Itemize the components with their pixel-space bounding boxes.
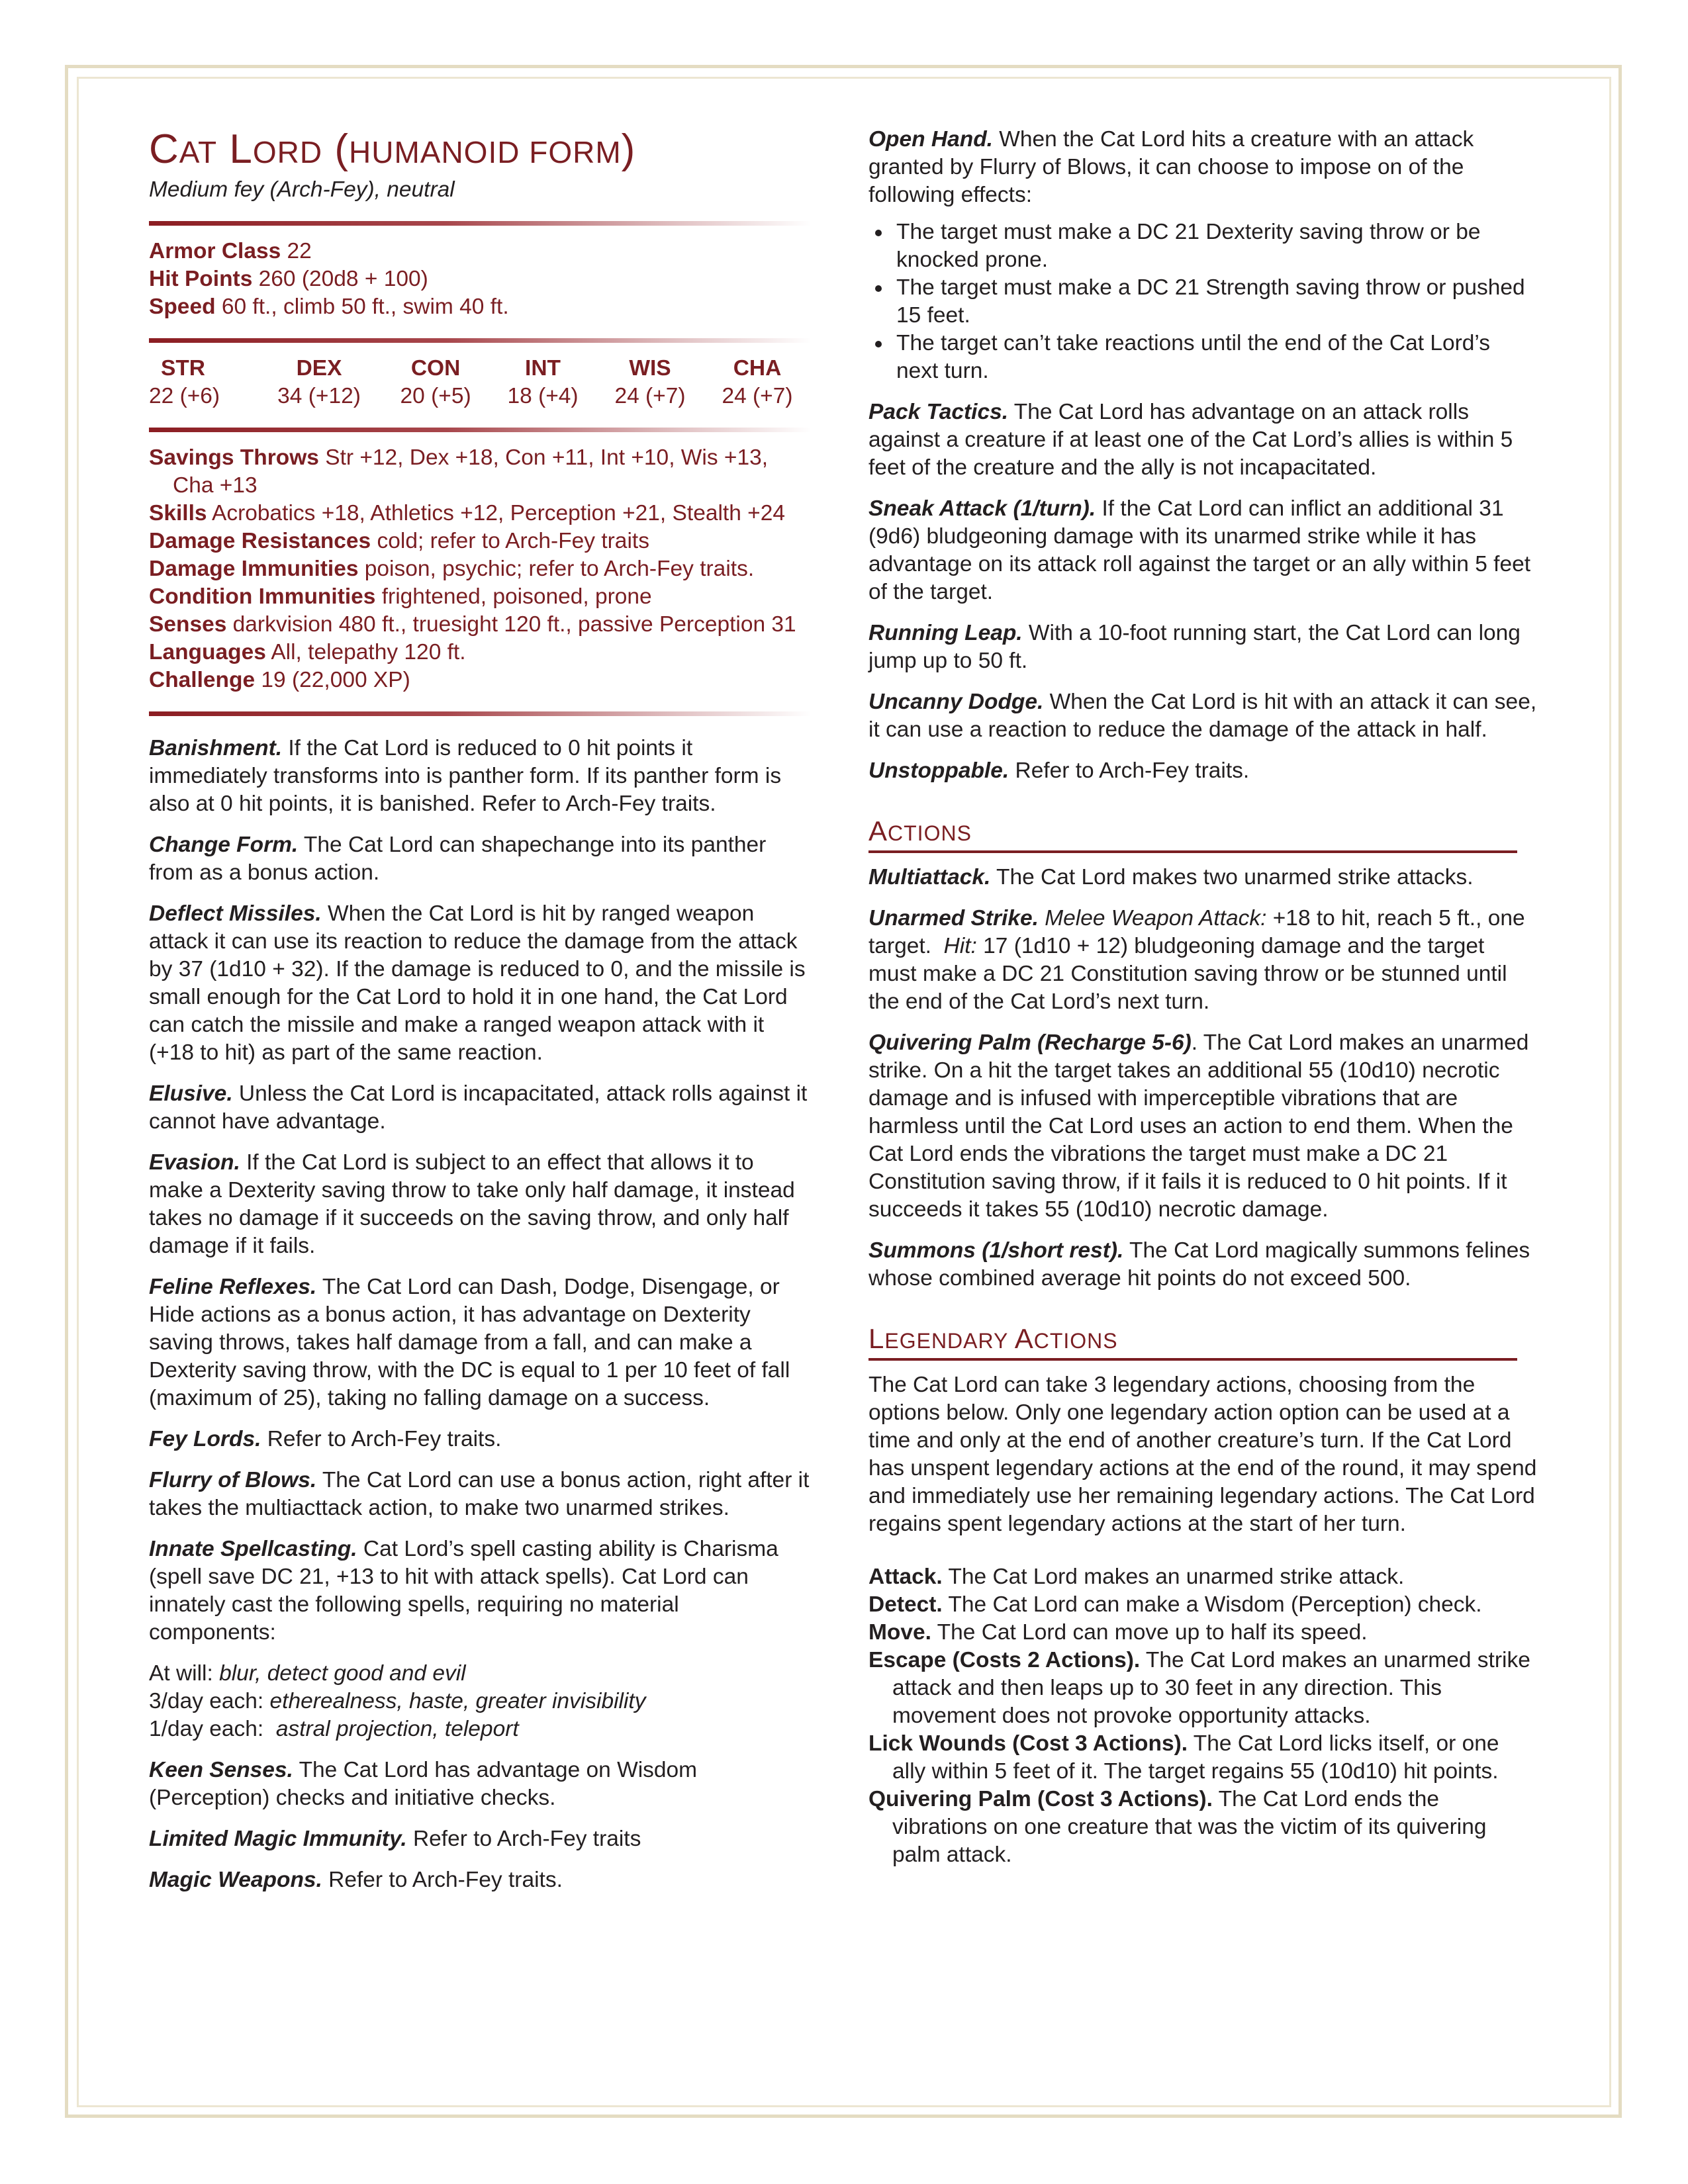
spell-line: At will: blur, detect good and evil [149,1661,466,1686]
trait-pack-tactics: Pack Tactics. The Cat Lord has advantage on an attack rolls against a creature if at least one of the Cat Lord’s allies is within 5 feet of the creature and the ally is not incapacitated. [868,400,1513,480]
spell-list [149,1660,811,1743]
legendary-quivering-palm: Quivering Palm (Cost 3 Actions). The Cat Lord ends the vibrations on one creature that was the victim of its quivering palm attack. [868,1787,1487,1867]
divider [149,711,811,716]
left-column [149,126,811,1907]
ability-value: 22 (+6) [149,384,220,408]
trait-innate-spellcasting: Innate Spellcasting. Cat Lord’s spell casting ability is Charisma (spell save DC 21, +13 to hit with attack spells). Cat Lord can innately cast the following spells, requiring no material components: [149,1537,778,1645]
ability-header: WIS [629,356,671,381]
damage-resistances: Damage Resistances cold; refer to Arch-Fey traits [149,529,649,553]
trait-magic-weapons: Magic Weapons. Refer to Arch-Fey traits. [149,1868,563,1892]
right-column [868,126,1537,1869]
trait-limited-magic-immunity: Limited Magic Immunity. Refer to Arch-Fey traits [149,1827,641,1851]
trait-unstoppable: Unstoppable. Refer to Arch-Fey traits. [868,758,1250,783]
ability-header: INT [525,356,561,381]
legendary-attack: Attack. The Cat Lord makes an unarmed strike attack. [868,1565,1405,1589]
ability-value: 18 (+4) [507,384,579,408]
trait-change-form: Change Form. The Cat Lord can shapechange into its panther from as a bonus action. [149,833,767,885]
ability-scores-table [149,355,811,410]
trait-banishment: Banishment. If the Cat Lord is reduced to 0 hit points it immediately transforms into is panther form. If its panther form is also at 0 hit points, it is banished. Refer to Arch-Fey traits. [149,736,782,816]
speed: Speed 60 ft., climb 50 ft., swim 40 ft. [149,295,509,319]
armor-class: Armor Class 22 [149,239,312,263]
divider [149,221,811,226]
spacer [868,1551,1537,1563]
action-quivering-palm: Quivering Palm (Recharge 5-6). The Cat Lord makes an unarmed strike. On a hit the target takes an additional 55 (10d10) necrotic damage and is infused with imperceptible vibrations that are harmless until the Cat Lord uses an action to end them. When the Cat Lord ends the vibrations the target must make a DC 21 Constitution saving throw, if it fails it is reduced to 0 hit points. If it succeeds it takes 55 (10d10) necrotic damage. [868,1030,1529,1222]
condition-immunities: Condition Immunities frightened, poisoned, prone [149,584,652,609]
trait-elusive: Elusive. Unless the Cat Lord is incapacitated, attack rolls against it cannot have advantage. [149,1081,808,1134]
actions-heading: ACTIONS [868,815,1517,853]
action-unarmed-strike: Unarmed Strike. Melee Weapon Attack: +18 to hit, reach 5 ft., one target. Hit: 17 (1d10 + 12) bludgeoning damage and the target must make a DC 21 Constitution saving throw or be stunned until the end of the Cat Lord’s next turn. [868,906,1531,1014]
list-item: • The target must make a DC 21 Strength saving throw or pushed 15 feet. [892,274,1537,330]
trait-deflect-missiles: Deflect Missiles. When the Cat Lord is hit by ranged weapon attack it can use its reaction to reduce the damage from the attack by 37 (1d10 + 32). If the damage is reduced to 0, and the missile is small enough for the Cat Lord to hold it in one hand, the Cat Lord can catch the missile and make a ranged weapon attack with it (+18 to hit) as part of the same reaction. [149,901,806,1065]
action-summons: Summons (1/short rest). The Cat Lord magically summons felines whose combined average hit points do not exceed 500. [868,1238,1530,1291]
ability-header: CON [410,356,461,381]
divider [149,338,811,343]
senses: Senses darkvision 480 ft., truesight 120 ft., passive Perception 31 [149,612,796,637]
list-item: • The target can’t take reactions until the end of the Cat Lord’s next turn. [892,330,1537,385]
trait-fey-lords: Fey Lords. Refer to Arch-Fey traits. [149,1427,502,1451]
languages: Languages All, telepathy 120 ft. [149,640,466,664]
trait-sneak-attack: Sneak Attack (1/turn). If the Cat Lord can inflict an additional 31 (9d6) bludgeoning damage with its unarmed strike while it has advantage on its attack roll against the target or an ally within 5 feet of the target. [868,496,1531,604]
open-hand-effects [868,218,1537,385]
trait-running-leap: Running Leap. With a 10-foot running start, the Cat Lord can long jump up to 50 ft. [868,621,1521,673]
legendary-move: Move. The Cat Lord can move up to half its speed. [868,1620,1368,1645]
trait-open-hand: Open Hand. When the Cat Lord hits a creature with an attack granted by Flurry of Blows, it can choose to impose on of the following effects: [868,127,1474,207]
spell-line: 1/day each: astral projection, teleport [149,1717,519,1741]
ability-header: DEX [296,356,342,381]
skills: Skills Acrobatics +18, Athletics +12, Perception +21, Stealth +24 [149,501,785,525]
saving-throws: Savings Throws Str +12, Dex +18, Con +11, Int +10, Wis +13, Cha +13 [149,445,769,498]
divider [149,428,811,432]
creature-type: Medium fey (Arch-Fey), neutral [149,177,455,202]
trait-evasion: Evasion. If the Cat Lord is subject to an effect that allows it to make a Dexterity saving throw to take only half damage, it instead takes no damage if it succeeds on the saving throw, and only half damage if it fails. [149,1150,795,1258]
ability-value: 34 (+12) [277,384,361,408]
trait-feline-reflexes: Feline Reflexes. The Cat Lord can Dash, Dodge, Disengage, or Hide actions as a bonus action, it has advantage on Dexterity saving throws, takes half damage from a fall, and can make a Dexterity saving throw, with the DC is equal to 1 per 10 feet of fall (maximum of 25), taking no falling damage on a success. [149,1275,790,1410]
stat-block-title: CAT LORD (HUMANOID FORM) [149,126,636,172]
ability-header: CHA [733,356,782,381]
hit-points: Hit Points 260 (20d8 + 100) [149,267,428,291]
legendary-lick-wounds: Lick Wounds (Cost 3 Actions). The Cat Lord licks itself, or one ally within 5 feet of it. The target regains 55 (10d10) hit points. [868,1731,1499,1784]
legendary-escape: Escape (Costs 2 Actions). The Cat Lord makes an unarmed strike attack and then leaps up to 30 feet in any direction. This movement does not provoke opportunity attacks. [868,1648,1530,1728]
detail-stats [149,444,811,694]
list-item: • The target must make a DC 21 Dexterity saving throw or be knocked prone. [892,218,1537,274]
ability-value: 24 (+7) [614,384,686,408]
spell-line: 3/day each: etherealness, haste, greater invisibility [149,1689,646,1713]
trait-uncanny-dodge: Uncanny Dodge. When the Cat Lord is hit with an attack it can see, it can use a reaction to reduce the damage of the attack in half. [868,690,1537,742]
trait-flurry-of-blows: Flurry of Blows. The Cat Lord can use a bonus action, right after it takes the multiacttack action, to make two unarmed strikes. [149,1468,810,1520]
legendary-intro: The Cat Lord can take 3 legendary actions, choosing from the options below. Only one legendary action option can be used at a time and only at the end of another creature’s turn. If the Cat Lord has unspent legendary actions at the end of the round, it may spend and immediately use her remaining legendary actions. The Cat Lord regains spent legendary actions at the start of her turn. [868,1373,1537,1536]
legendary-actions-heading: LEGENDARY ACTIONS [868,1323,1517,1361]
legendary-detect: Detect. The Cat Lord can make a Wisdom (Perception) check. [868,1592,1482,1617]
trait-keen-senses: Keen Senses. The Cat Lord has advantage on Wisdom (Perception) checks and initiative checks. [149,1758,698,1810]
core-stats [149,238,811,321]
action-multiattack: Multiattack. The Cat Lord makes two unarmed strike attacks. [868,865,1474,889]
challenge: Challenge 19 (22,000 XP) [149,668,410,692]
ability-value: 24 (+7) [722,384,793,408]
ability-value: 20 (+5) [400,384,471,408]
damage-immunities: Damage Immunities poison, psychic; refer to Arch-Fey traits. [149,557,755,581]
ability-header: STR [161,356,205,381]
